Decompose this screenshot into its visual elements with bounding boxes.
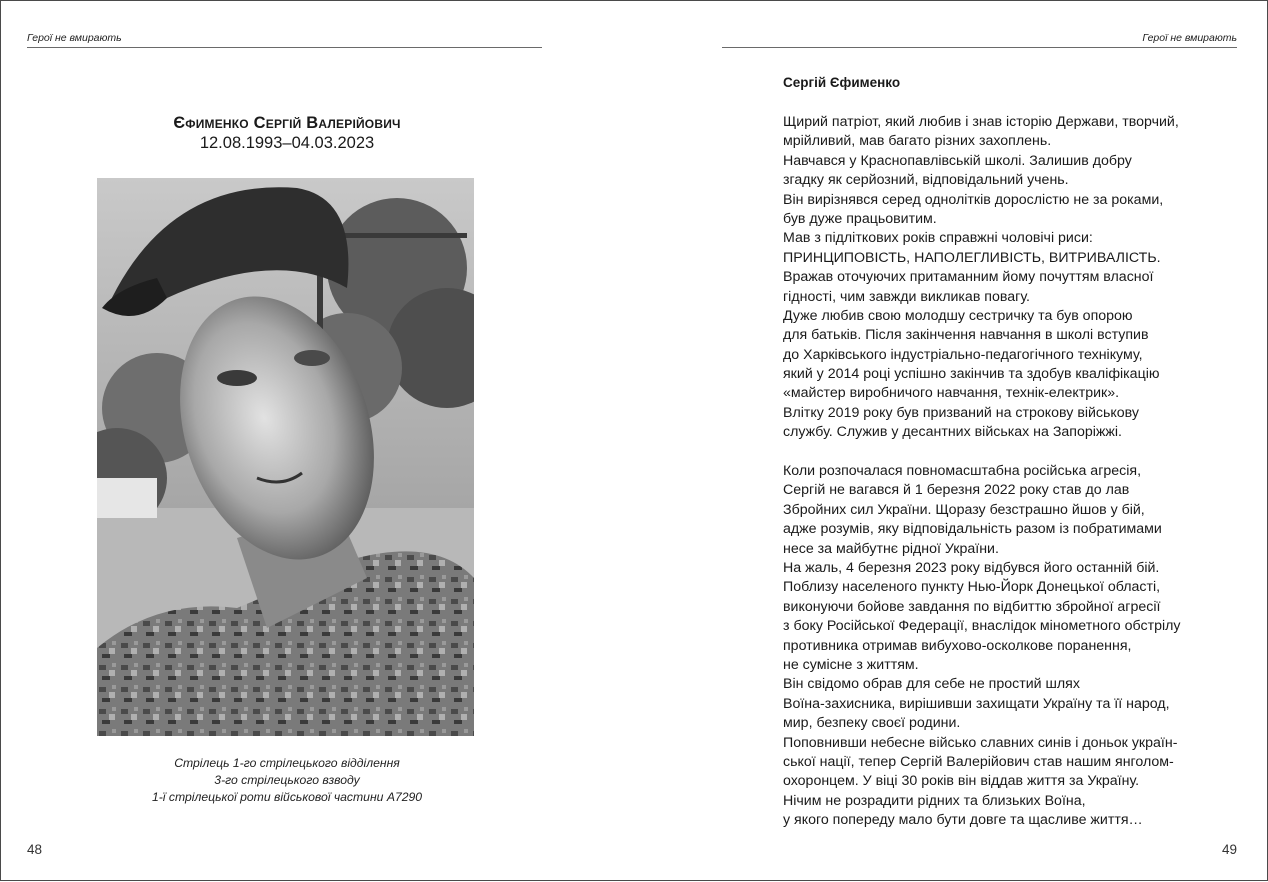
body-line: несе за майбутнє рідної України.: [783, 540, 999, 557]
body-line: у якого попереду мало бути довге та щасливе життя…: [783, 812, 1143, 829]
hero-dates: 12.08.1993–04.03.2023: [199, 134, 375, 152]
page-number-left: 48: [27, 842, 43, 857]
body-line: противника отримав вибухово-осколкове поранення,: [783, 637, 1132, 654]
body-line: ПРИНЦИПОВІСТЬ, НАПОЛЕГЛИВІСТЬ, ВИТРИВАЛІСТЬ.: [783, 249, 1161, 266]
body-line: не сумісне з життям.: [783, 656, 919, 673]
body-line: Влітку 2019 року був призваний на строкову військову: [783, 404, 1139, 421]
body-line: Він вирізнявся серед однолітків дорослістю не за роками,: [783, 191, 1164, 208]
body-line: Він свідомо обрав для себе не простий шлях: [783, 676, 1080, 693]
body-line: був дуже працьовитим.: [783, 210, 937, 227]
body-line: службу. Служив у десантних військах на Запоріжжі.: [783, 424, 1122, 441]
caption-line: 3-го стрілецького взводу: [214, 773, 360, 787]
body-line: Поповнивши небесне військо славних синів і доньок україн-: [783, 734, 1178, 751]
paragraph-gap: [783, 443, 1233, 462]
body-line: На жаль, 4 березня 2023 року відбувся його останній бій.: [783, 559, 1160, 576]
body-line: мрійливий, мав багато різних захоплень.: [783, 133, 1052, 150]
left-page: [1, 1, 635, 882]
body-line: Нічим не розрадити рідних та близьких Воїна,: [783, 792, 1086, 809]
body-line: з боку Російської Федерації, внаслідок мінометного обстрілу: [783, 618, 1181, 635]
body-line: Воїна-захисника, вирішивши захищати Україну та її народ,: [783, 695, 1170, 712]
header-rule-right: [722, 47, 1237, 48]
body-line: виконуючи бойове завдання по відбиттю збройної агресії: [783, 598, 1161, 615]
body-line: Мав з підліткових років справжні чоловічі риси:: [783, 230, 1093, 247]
header-rule-left: [27, 47, 542, 48]
body-line: Поблизу населеного пункту Нью-Йорк Донецької області,: [783, 579, 1161, 596]
right-page: [635, 1, 1268, 882]
running-header-right: Герої не вмирають: [1142, 32, 1237, 44]
article-body: [783, 113, 1233, 830]
body-line: Збройних сил України. Щоразу безстрашно йшов у бій,: [783, 501, 1145, 518]
body-line: адже розумів, яку відповідальність разом із побратимами: [783, 521, 1162, 538]
body-line: до Харківського індустріально-педагогічного технікуму,: [783, 346, 1143, 363]
body-line: для батьків. Після закінчення навчання в школі вступив: [783, 327, 1149, 344]
hero-name: Єфименко Сергій Валерійович: [173, 114, 401, 132]
body-line: який у 2014 році успішно закінчив та здобув кваліфікацію: [783, 366, 1160, 383]
body-line: охоронцем. У віці 30 років він віддав життя за Україну.: [783, 773, 1140, 790]
body-line: Сергій не вагався й 1 березня 2022 року став до лав: [783, 482, 1130, 499]
caption-line: Стрілець 1-го стрілецького відділення: [174, 756, 400, 770]
body-line: гідності, чим завжди викликав повагу.: [783, 288, 1030, 305]
body-line: Навчався у Краснопавлівській школі. Залишив добру: [783, 152, 1132, 169]
body-line: Щирий патріот, який любив і знав історію Держави, творчий,: [783, 114, 1179, 130]
body-line: ської нації, тепер Сергій Валерійович став нашим янголом-: [783, 753, 1174, 770]
article-title: Сергій Єфименко: [783, 75, 901, 90]
body-line: Коли розпочалася повномасштабна російська агресія,: [783, 463, 1142, 480]
portrait-photo: [97, 178, 474, 736]
body-line: «майстер виробничого навчання, технік-електрик».: [783, 385, 1120, 402]
page-number-right: 49: [1221, 842, 1237, 857]
caption-line: 1-ї стрілецької роти військової частини А7290: [151, 790, 423, 804]
body-line: Дуже любив свою молодшу сестричку та був опорою: [783, 307, 1133, 324]
photo-caption: [1, 755, 573, 806]
portrait-photo-icon: [97, 178, 474, 736]
running-header-left: Герої не вмирають: [27, 32, 122, 44]
body-line: Вражав оточуючих притаманним йому почуттям власної: [783, 269, 1154, 286]
body-line: згадку як серйозний, відповідальний учень.: [783, 172, 1069, 189]
body-line: мир, безпеку своєї родини.: [783, 715, 961, 732]
